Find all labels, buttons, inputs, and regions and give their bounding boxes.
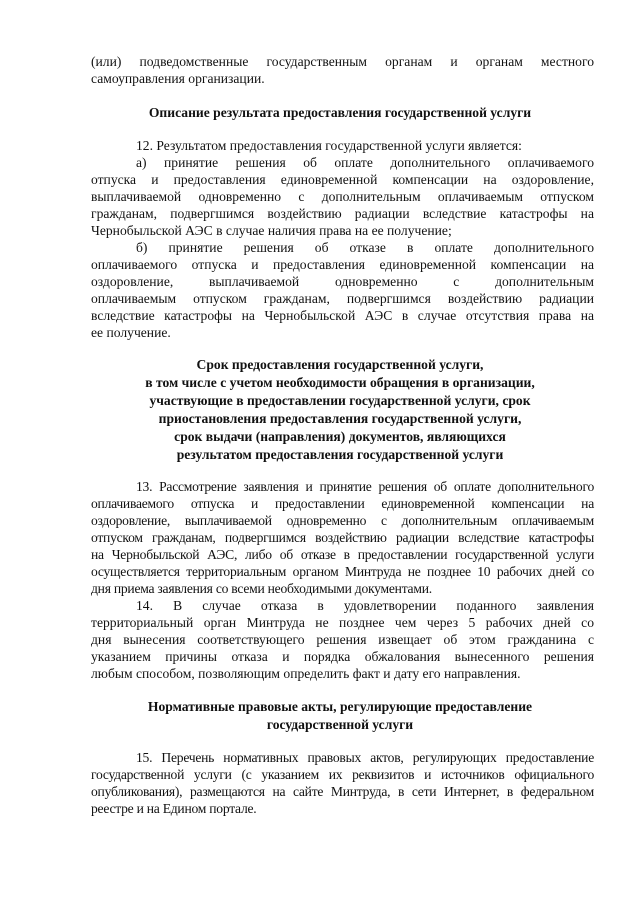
text-line: оплачиваемого отпуска и предоставлении единовременной компенсации на	[91, 496, 594, 511]
text-line: 13. Рассмотрение заявления и принятие решения об оплате дополнительного	[136, 479, 594, 494]
text-line: территориальный орган Минтруда не позднее чем через 5 рабочих дней со	[91, 615, 594, 630]
text-line: дня вынесения соответствующего решения извещает об этом гражданина с	[91, 632, 594, 647]
text-line: осуществляется территориальным органом Минтруда не позднее 10 рабочих дней со	[91, 564, 594, 579]
text-line: Чернобыльской АЭС в случае наличия права на ее получение;	[91, 223, 452, 238]
heading-line: государственной услуги	[266, 717, 414, 732]
text-line: любым способом, позволяющим определить факт и дату его направления.	[91, 666, 521, 681]
heading-line: Нормативные правовые акты, регулирующие предоставление	[147, 699, 533, 714]
text-line: оздоровление, выплачиваемой одновременно с дополнительным оплачиваемым	[91, 513, 594, 528]
heading-line: срок выдачи (направления) документов, являющихся	[174, 429, 506, 444]
text-line: отпуска и предоставления единовременной компенсации на оздоровление,	[91, 172, 594, 187]
heading-line: участвующие в предоставлении государственной услуги, срок	[149, 393, 531, 408]
text-line: опубликования), размещаются на сайте Минтруда, в сети Интернет, в федеральном	[91, 784, 594, 799]
text-line: гражданам, подвергшимся воздействию радиации вследствие катастрофы на	[91, 206, 594, 221]
text-line: самоуправления организации.	[91, 71, 265, 86]
text-line: оплачиваемым отпуском гражданам, подвергшимся воздействию радиации	[91, 291, 594, 306]
heading-line: Срок предоставления государственной услуги,	[196, 357, 484, 372]
text-line: выплачиваемой одновременно с дополнительным оплачиваемым отпуском	[91, 189, 594, 204]
text-line: а) принятие решения об оплате дополнительного оплачиваемого	[136, 155, 594, 170]
text-line: отпуском гражданам, подвергшимся воздействию радиации вследствие катастрофы	[91, 530, 594, 545]
heading-line: в том числе с учетом необходимости обращения в организации,	[145, 375, 535, 390]
text-line: ее получение.	[91, 325, 171, 340]
text-line: 15. Перечень нормативных правовых актов, регулирующих предоставление	[136, 750, 594, 765]
heading-line: Описание результата предоставления государственной услуги	[148, 105, 532, 120]
text-line: 14. В случае отказа в удовлетворении поданного заявления	[136, 598, 594, 613]
heading-line: приостановления предоставления государственной услуги,	[158, 411, 522, 426]
text-line: государственной услуги (с указанием их реквизитов и источников официального	[91, 767, 594, 782]
text-line: вследствие катастрофы на Чернобыльской АЭС в случае отсутствия права на	[91, 308, 594, 323]
text-line: б) принятие решения об отказе в оплате дополнительного	[136, 240, 594, 255]
text-line: реестре и на Едином портале.	[91, 801, 257, 816]
text-line: дня приема заявления со всеми необходимыми документами.	[91, 581, 432, 596]
heading-line: результатом предоставления государственной услуги	[176, 447, 504, 462]
text-line: на Чернобыльской АЭС, либо об отказе в предоставлении государственной услуги	[91, 547, 594, 562]
text-line: оздоровление, выплачиваемой одновременно с дополнительным	[91, 274, 594, 289]
text-line: указанием причины отказа и порядка обжалования вынесенного решения	[91, 649, 594, 664]
text-line: оплачиваемого отпуска и предоставления единовременной компенсации на	[91, 257, 594, 272]
text-line: (или) подведомственные государственным органам и органам местного	[91, 54, 594, 69]
text-line: 12. Результатом предоставления государственной услуги является:	[136, 138, 522, 153]
